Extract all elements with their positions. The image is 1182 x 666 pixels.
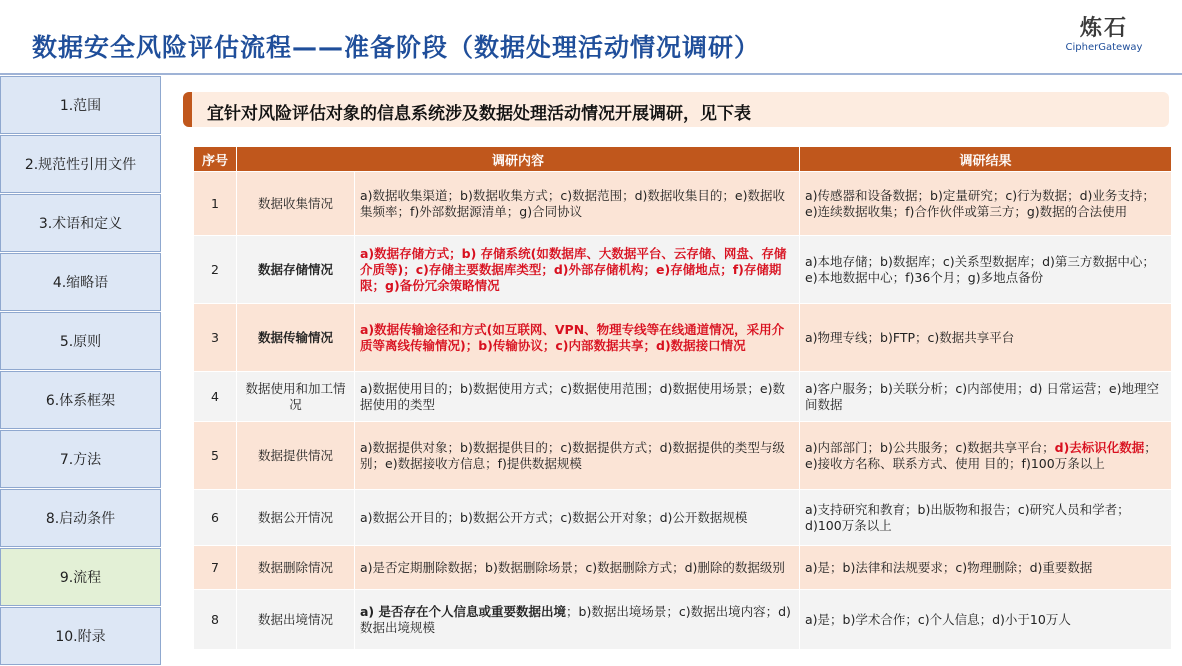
sidebar-item-terms[interactable]: 3.术语和定义	[0, 194, 161, 252]
survey-content	[355, 590, 800, 650]
content-text: a) 是否存在个人信息或重要数据出境	[360, 603, 567, 619]
table-row	[194, 422, 1172, 490]
row-number: 6	[194, 490, 237, 546]
survey-content	[355, 172, 800, 236]
sidebar-item-start-conditions[interactable]: 8.启动条件	[0, 489, 161, 547]
table-row	[194, 490, 1172, 546]
table-row	[194, 590, 1172, 650]
survey-result	[800, 372, 1172, 422]
table-row	[194, 304, 1172, 372]
table-row	[194, 546, 1172, 590]
content-text: a)数据存储方式；b) 存储系统(如数据库、大数据平台、云存储、网盘、存储介质等)；c)存储主要数据库类型；d)外部存储机构；e)存储地点；f)存储期限；g)备份冗余策略情况	[360, 245, 787, 293]
survey-table	[193, 146, 1172, 650]
survey-result	[800, 422, 1172, 490]
content-text: a)数据提供对象；b)数据提供目的；c)数据提供方式；d)数据提供的类型与级别；e)数据接收方信息；f)提供数据规模	[360, 439, 785, 471]
sidebar-item-principles[interactable]: 5.原则	[0, 312, 161, 370]
content-text: a)数据使用目的；b)数据使用方式；c)数据使用范围；d)数据使用场景；e)数据使用的类型	[360, 380, 785, 412]
survey-content	[355, 236, 800, 304]
sidebar-item-methods[interactable]: 7.方法	[0, 430, 161, 488]
content-text: a)数据收集渠道；b)数据收集方式；c)数据范围；d)数据收集目的；e)数据收集频率；f)外部数据源清单；g)合同协议	[360, 187, 785, 219]
content-text: a)数据传输途径和方式(如互联网、VPN、物理专线等在线通道情况，采用介质等离线传输情况)；b)传输协议；c)内部数据共享；d)数据接口情况	[360, 321, 785, 353]
row-number: 3	[194, 304, 237, 372]
row-number: 2	[194, 236, 237, 304]
sidebar-item-process[interactable]: 9.流程	[0, 548, 161, 606]
logo-en: CipherGateway	[1065, 42, 1143, 53]
survey-item-name: 数据使用和加工情况	[237, 372, 355, 422]
survey-item-name: 数据出境情况	[237, 590, 355, 650]
survey-result	[800, 490, 1172, 546]
result-text: a)是；b)学术合作；c)个人信息；d)小于10万人	[805, 611, 1071, 627]
result-text: ；e)接收方名称、联系方式、使用 目的；f)100万条以上	[805, 439, 1157, 471]
survey-item-name: 数据传输情况	[237, 304, 355, 372]
row-number: 8	[194, 590, 237, 650]
survey-result	[800, 236, 1172, 304]
survey-content	[355, 304, 800, 372]
section-heading	[183, 92, 1169, 127]
survey-content	[355, 422, 800, 490]
result-text: a)传感器和设备数据；b)定量研究；c)行为数据；d)业务支持；e)连续数据收集；f)合作伙伴或第三方；g)数据的合法使用	[805, 187, 1155, 219]
row-number: 7	[194, 546, 237, 590]
row-number: 1	[194, 172, 237, 236]
row-number: 4	[194, 372, 237, 422]
result-text: a)客户服务；b)关联分析；c)内部使用；d) 日常运营；e)地理空间数据	[805, 380, 1159, 412]
section-heading-text: 宜针对风险评估对象的信息系统涉及数据处理活动情况开展调研，见下表	[207, 104, 751, 124]
header-seq: 序号	[194, 147, 237, 172]
sidebar-item-appendix[interactable]: 10.附录	[0, 607, 161, 665]
logo-cn: 炼石	[1079, 16, 1128, 41]
heading-accent-bar	[183, 92, 192, 127]
survey-content	[355, 372, 800, 422]
sidebar-nav	[0, 76, 161, 666]
result-text: a)支持研究和教育；b)出版物和报告；c)研究人员和学者；d)100万条以上	[805, 501, 1130, 533]
survey-item-name: 数据收集情况	[237, 172, 355, 236]
header-result: 调研结果	[800, 147, 1172, 172]
table-row	[194, 372, 1172, 422]
survey-content	[355, 546, 800, 590]
survey-result	[800, 590, 1172, 650]
page-title: 数据安全风险评估流程——准备阶段（数据处理活动情况调研）	[32, 33, 761, 62]
table-header-row	[194, 147, 1172, 172]
result-text: d)去标识化数据	[1054, 439, 1145, 455]
sidebar-item-framework[interactable]: 6.体系框架	[0, 371, 161, 429]
sidebar-item-abbreviations[interactable]: 4.缩略语	[0, 253, 161, 311]
survey-result	[800, 546, 1172, 590]
table-row	[194, 236, 1172, 304]
content-text: a)是否定期删除数据；b)数据删除场景；c)数据删除方式；d)删除的数据级别	[360, 559, 785, 575]
row-number: 5	[194, 422, 237, 490]
table-body	[194, 172, 1172, 650]
survey-item-name: 数据删除情况	[237, 546, 355, 590]
logo	[1058, 16, 1150, 54]
survey-item-name: 数据存储情况	[237, 236, 355, 304]
survey-result	[800, 172, 1172, 236]
content-text: ；b)数据出境场景；c)数据出境内容；d) 数据出境规模	[360, 603, 791, 635]
header-content: 调研内容	[237, 147, 800, 172]
result-text: a)本地存储；b)数据库；c)关系型数据库；d)第三方数据中心；e)本地数据中心；f)36个月；g)多地点备份	[805, 253, 1155, 285]
survey-result	[800, 304, 1172, 372]
survey-item-name: 数据公开情况	[237, 490, 355, 546]
sidebar-item-normative-references[interactable]: 2.规范性引用文件	[0, 135, 161, 193]
survey-content	[355, 490, 800, 546]
sidebar-item-scope[interactable]: 1.范围	[0, 76, 161, 134]
table-row	[194, 172, 1172, 236]
header-divider	[0, 73, 1182, 75]
result-text: a)内部部门；b)公共服务；c)数据共享平台；	[805, 439, 1055, 455]
result-text: a)物理专线；b)FTP；c)数据共享平台	[805, 329, 1015, 345]
result-text: a)是；b)法律和法规要求；c)物理删除；d)重要数据	[805, 559, 1093, 575]
content-text: a)数据公开目的；b)数据公开方式；c)数据公开对象；d)公开数据规模	[360, 509, 748, 525]
survey-item-name: 数据提供情况	[237, 422, 355, 490]
